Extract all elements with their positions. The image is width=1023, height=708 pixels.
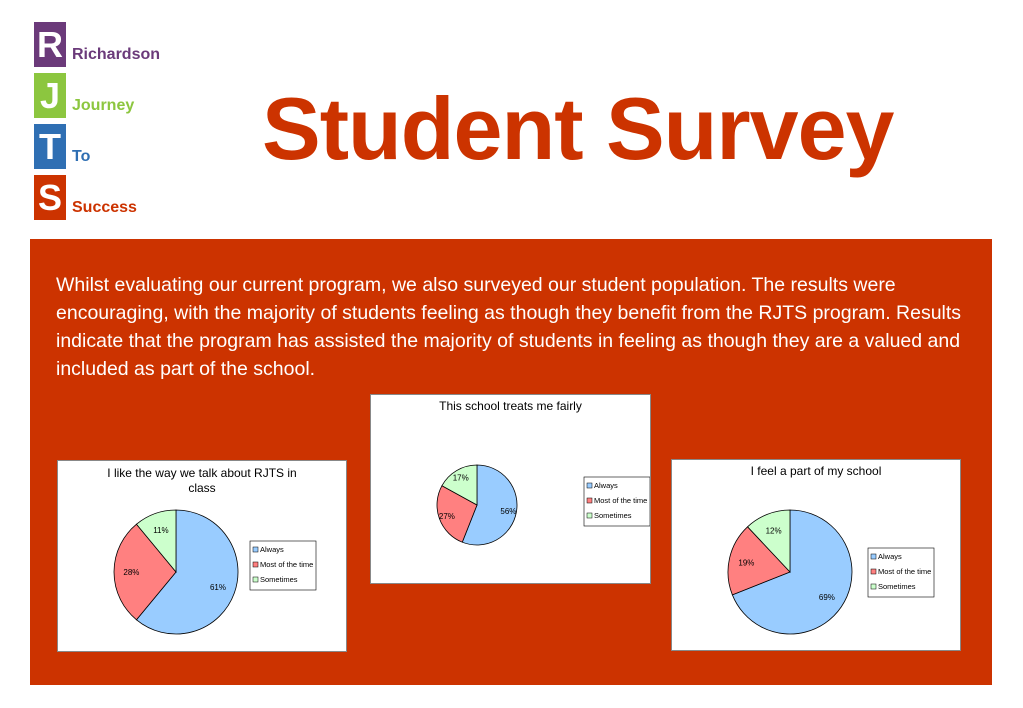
- logo-row-r: [34, 22, 160, 67]
- pie-svg: [672, 460, 960, 650]
- legend-swatch: [253, 577, 258, 582]
- legend-label: Most of the time: [878, 567, 932, 576]
- legend-label: Sometimes: [878, 582, 916, 591]
- pie-data-label: 17%: [452, 473, 469, 483]
- logo-letter-j: J: [34, 73, 66, 118]
- pie-data-label: 27%: [438, 511, 455, 521]
- pie-data-label: 28%: [123, 568, 140, 577]
- pie-data-label: 11%: [153, 526, 169, 535]
- logo-letter-r: R: [34, 22, 66, 67]
- logo-row-t: [34, 124, 90, 169]
- logo-word-richardson: Richardson: [72, 46, 161, 63]
- chart-title: I feel a part of my school: [750, 464, 882, 478]
- pie-chart-treats-fairly: [370, 394, 651, 584]
- pie-data-label: 12%: [765, 526, 782, 536]
- legend-label: Sometimes: [594, 511, 632, 520]
- pie-data-label: 61%: [209, 583, 227, 593]
- logo-row-s: [34, 175, 137, 220]
- pie-chart-part-of-school: [671, 459, 961, 651]
- pie-chart-rjts-talk: [57, 460, 347, 652]
- legend-label: Always: [594, 481, 618, 490]
- legend-swatch: [587, 498, 592, 503]
- content-panel: [30, 239, 992, 685]
- legend-label: Most of the time: [260, 560, 314, 569]
- pie-data-label: 69%: [818, 593, 835, 603]
- pie-data-label: 56%: [500, 507, 517, 516]
- legend-swatch: [253, 547, 258, 552]
- page-title: Student Survey: [262, 79, 894, 178]
- logo-letter-t: T: [34, 124, 66, 169]
- legend-swatch: [871, 584, 876, 589]
- pie-data-label: 19%: [738, 558, 755, 568]
- logo-row-j: [34, 73, 134, 118]
- legend-label: Always: [878, 552, 902, 561]
- legend-swatch: [587, 513, 592, 518]
- chart-title: This school treats me fairly: [439, 399, 582, 413]
- intro-paragraph: Whilst evaluating our current program, we also surveyed our student population. The results were encouraging, with the majority of students feeling as though they benefit from the RJTS program. Results indicate that the program has assisted the majority of students in feeling as though they are a valued and included as part of the school.: [56, 274, 962, 380]
- chart-title: I like the way we talk about RJTS in: [107, 466, 297, 480]
- logo-word-success: Success: [72, 199, 137, 216]
- chart-title: class: [188, 481, 216, 495]
- legend-swatch: [253, 562, 258, 567]
- legend-label: Always: [260, 545, 284, 554]
- legend-swatch: [587, 483, 592, 488]
- legend-label: Most of the time: [594, 496, 648, 505]
- pie-svg: [58, 461, 346, 651]
- logo-word-to: To: [72, 148, 91, 165]
- logo-letter-s: S: [34, 175, 66, 220]
- legend-swatch: [871, 554, 876, 559]
- legend-label: Sometimes: [260, 575, 298, 584]
- pie-svg: [371, 395, 650, 583]
- legend-swatch: [871, 569, 876, 574]
- logo-word-journey: Journey: [72, 97, 135, 114]
